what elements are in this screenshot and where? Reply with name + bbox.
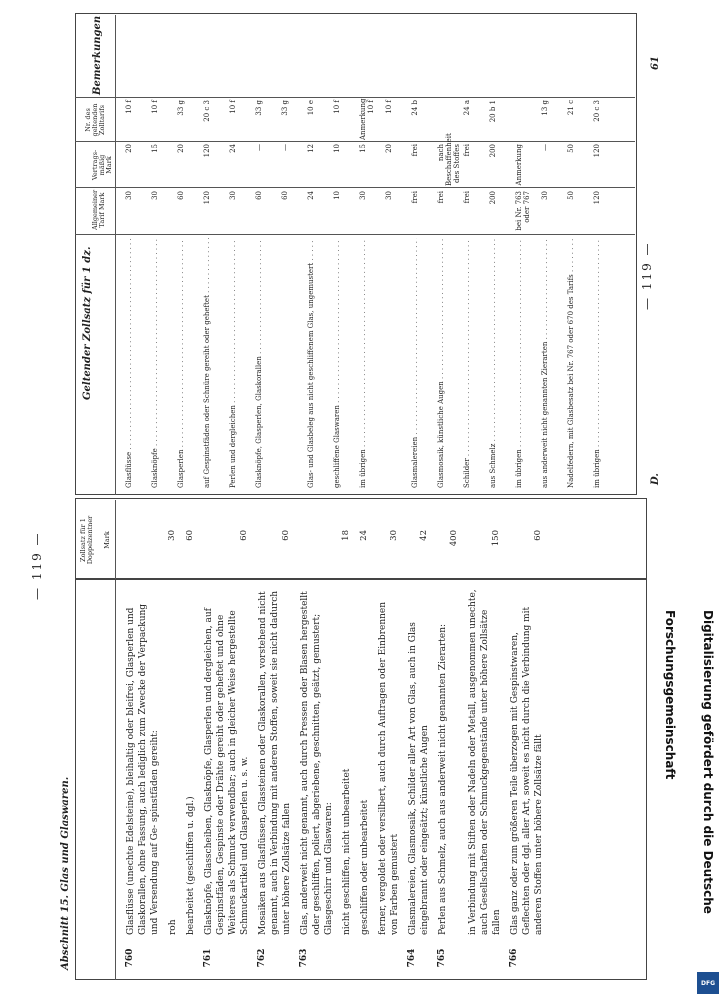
right-row-general: 30 — [229, 191, 237, 200]
right-row-general: 60 — [177, 191, 185, 200]
right-table-frame — [75, 13, 637, 495]
left-row-text: roh — [168, 919, 178, 935]
right-header-remarks: Bemerkungen — [92, 15, 103, 95]
right-row-position: 24 a — [463, 100, 471, 116]
right-row-general: 30 — [385, 191, 393, 200]
right-row-position: Anmerkung 10 f — [359, 98, 375, 140]
right-header-general: Allgemeiner Tarif Mark — [91, 189, 106, 230]
right-row-general: 120 — [593, 191, 601, 205]
left-row-text: Glasflüsse (unechte Edelsteine), bleihaltig oder bleifrei, Glasperlen und Glaskorallen, ohne Fassung, auch lediglich zum Zwecke der Verpackung und Versendung auf Ge- spinstfäden gereiht: — [126, 603, 160, 935]
right-row-treaty: Anmerkung — [515, 144, 523, 186]
left-row-number: 761 — [203, 948, 213, 968]
right-row-position: 33 g — [281, 100, 289, 116]
right-vline-1 — [75, 234, 635, 235]
right-vline-4 — [75, 97, 635, 98]
right-row-position: 33 g — [177, 100, 185, 116]
dfg-logo-icon: DFG — [697, 972, 719, 994]
right-row-text: Glasmosaik, künstliche Augen . . . — [437, 238, 445, 488]
right-page-number: — 119 — — [640, 241, 654, 310]
right-row-treaty: 200 — [489, 144, 497, 158]
left-row-number: 760 — [125, 948, 135, 968]
right-row-treaty: nach Beschaffenheit des Stoffes — [437, 133, 461, 186]
right-row-position: 10 f — [125, 100, 133, 114]
right-row-text: Glasperlen . . . — [177, 238, 185, 488]
right-row-treaty: frei — [463, 144, 471, 157]
right-header-treaty: Vertrags- mäßig Mark — [91, 149, 113, 181]
left-row-text: geschliffen oder unbearbeitet — [360, 799, 370, 935]
right-row-position: 24 b — [411, 100, 419, 116]
left-row-duty: 150 — [491, 530, 501, 547]
left-row-text: Glasmalereien, Glasmosaik, Schilder aller Art von Glas, auch in Glas eingebrannt oder eingeätzt; künstliche Augen — [408, 622, 430, 935]
right-vline-3 — [75, 141, 635, 142]
right-row-treaty: — — [541, 144, 549, 151]
right-row-general: 10 — [333, 191, 341, 200]
right-row-text: aus Schmelz . . . — [489, 238, 497, 488]
left-row-text: Glas ganz oder zum größeren Teile überzogen mit Gespinstwaren, Geflechten oder dgl. aller Art, soweit es nicht durch die Verbindung mit anderen Stoffen unter höhere Zollsätze fällt — [510, 606, 544, 935]
right-row-treaty: 15 — [359, 144, 367, 153]
letter-d: D. — [650, 473, 661, 485]
left-row-duty: 400 — [449, 530, 459, 547]
right-row-general: 30 — [151, 191, 159, 200]
left-row-number: 762 — [257, 948, 267, 968]
right-row-position: 10 f — [229, 100, 237, 114]
right-row-text: Schilder . . . — [463, 238, 471, 488]
right-row-position: 10 e — [307, 100, 315, 116]
left-row-duty: 60 — [239, 530, 249, 541]
left-row-duty: 30 — [389, 530, 399, 541]
right-row-treaty: 120 — [203, 144, 211, 158]
left-row-duty: 60 — [533, 530, 543, 541]
right-row-text: Nadelfedern, mit Glasbesatz bei Nr. 767 oder 670 des Tarifs . . . — [567, 238, 575, 488]
right-row-general: frei — [463, 191, 471, 204]
left-row-duty: 18 — [341, 530, 351, 541]
right-row-general: frei — [437, 191, 445, 204]
left-row-duty: 60 — [185, 530, 195, 541]
left-header-duty: Zollsatz für 1 Doppelzentner — [79, 515, 94, 565]
credit-sidebar — [663, 0, 727, 1000]
left-row-duty: 30 — [167, 530, 177, 541]
left-header-unit: Mark — [103, 531, 111, 549]
right-row-text: geschliffene Glaswaren . . . — [333, 238, 341, 488]
right-row-treaty: 20 — [385, 144, 393, 153]
left-row-text: nicht geschliffen, nicht unbearbeitet — [342, 768, 352, 935]
left-row-number: 765 — [437, 948, 447, 968]
right-row-treaty: 15 — [151, 144, 159, 153]
right-row-general: 60 — [255, 191, 263, 200]
right-row-general: frei — [411, 191, 419, 204]
right-row-treaty: — — [255, 144, 263, 151]
footnote-61: 61 — [650, 56, 661, 70]
right-header-main: Geltender Zollsatz für 1 dz. — [82, 246, 93, 400]
right-row-text: auf Gespinstfäden oder Schnüre gereiht oder geheftet . . . — [203, 238, 211, 488]
right-row-treaty: 120 — [593, 144, 601, 158]
right-row-position: 20 c 3 — [203, 100, 211, 122]
left-row-duty: 42 — [419, 530, 429, 541]
right-row-position: 20 b 1 — [489, 100, 497, 123]
right-row-text: im übrigen . . . — [593, 238, 601, 488]
right-row-treaty: 12 — [307, 144, 315, 153]
right-row-general: 120 — [203, 191, 211, 205]
left-row-number: 766 — [509, 948, 519, 968]
right-row-general: 50 — [567, 191, 575, 200]
right-row-position: 21 c — [567, 100, 575, 116]
left-row-text: Mosaiken aus Glasflüssen, Glassteinen oder Glaskorallen, vorstehend nicht genannt, auch in Verbindung mit anderen Stoffen, soweit sie nicht dadurch unter höhere Zollsätze fallen — [258, 590, 292, 935]
right-row-position: 20 c 3 — [593, 100, 601, 122]
credit-text: Digitalisierung gefördert durch die Deutsche Forschungsgemeinschaft — [663, 610, 715, 914]
left-row-duty: 60 — [281, 530, 291, 541]
running-head: Abschnitt 15. Glas und Glaswaren. — [60, 776, 71, 970]
right-row-treaty: 50 — [567, 144, 575, 153]
left-page-number: — 119 — — [30, 531, 44, 600]
right-row-text: Glasknöpfe . . . — [151, 238, 159, 488]
right-row-treaty: 20 — [125, 144, 133, 153]
right-row-general: 24 — [307, 191, 315, 200]
right-row-position: 10 f — [151, 100, 159, 114]
right-row-text: im übrigen . . . — [359, 238, 367, 488]
right-row-treaty: frei — [411, 144, 419, 157]
right-row-position: 33 g — [255, 100, 263, 116]
right-header-position: Nr. des geltenden Zolltarifs — [84, 103, 106, 137]
right-row-text: Glasflüsse . . . — [125, 238, 133, 488]
right-row-treaty: 24 — [229, 144, 237, 153]
left-row-text: Glasknöpfe, Glasscheiben, Glasknöpfe, Glasperlen und dergleichen, auf Gespinstfäden, Gespinste oder Drähte gereiht oder geheftet und ohne Weiteres als Schmuck verwendbar; auch in gleicher Weise hergestellte Schmuckartikel und Glasperlen u. s. w. — [204, 608, 250, 935]
right-row-position: 10 f — [385, 100, 393, 114]
right-table-hline — [115, 15, 116, 495]
right-row-treaty: 10 — [333, 144, 341, 153]
right-row-position: 10 f — [333, 100, 341, 114]
left-row-text: ferner, vergoldet oder versilbert, auch durch Auftragen oder Einbrennen von Farben gemustert — [378, 601, 400, 935]
right-vline-2 — [75, 187, 635, 188]
left-row-text: Glas, anderweit nicht genannt, auch durch Pressen oder Blasen hergestellt oder geschliffen, poliert, abgeriebene, geschnitten, geätzt, gemustert; Glasgeschirr und Glaswaren: — [300, 591, 334, 935]
right-row-text: im übrigen . . . — [515, 238, 523, 488]
right-row-general: 30 — [125, 191, 133, 200]
right-row-general: bei Nr. 763 oder 767 — [515, 191, 531, 231]
left-row-number: 763 — [299, 948, 309, 968]
left-row-text: Perlen aus Schmelz, auch aus anderweit nicht genannten Zierarten: — [438, 623, 448, 935]
right-row-general: 200 — [489, 191, 497, 205]
right-row-text: Perlen und dergleichen . . . — [229, 238, 237, 488]
left-row-text: bearbeitet (geschliffen u. dgl.) — [186, 796, 196, 935]
right-row-general: 30 — [359, 191, 367, 200]
left-row-text: in Verbindung mit Stiften oder Nadeln oder Metall, ausgenommen unechte, auch Gesellschaften oder Schmuckgegenstände unter höhere Zollsätze fallen — [468, 589, 502, 935]
right-row-text: Glasmalereien . . . — [411, 238, 419, 488]
right-row-text: Glas- und Glasbeleg aus nicht geschliffenem Glas, ungemustert . . . — [307, 238, 315, 488]
right-row-text: Glasknöpfe, Glasperlen, Glaskorallen . . . — [255, 238, 263, 488]
left-row-duty: 24 — [359, 530, 369, 541]
right-row-general: 30 — [541, 191, 549, 200]
left-row-number: 764 — [407, 948, 417, 968]
right-row-position: 13 g — [541, 100, 549, 116]
right-row-text: aus anderweit nicht genannten Zierarten . . . — [541, 238, 549, 488]
right-row-treaty: 20 — [177, 144, 185, 153]
right-row-general: 60 — [281, 191, 289, 200]
right-row-treaty: — — [281, 144, 289, 151]
